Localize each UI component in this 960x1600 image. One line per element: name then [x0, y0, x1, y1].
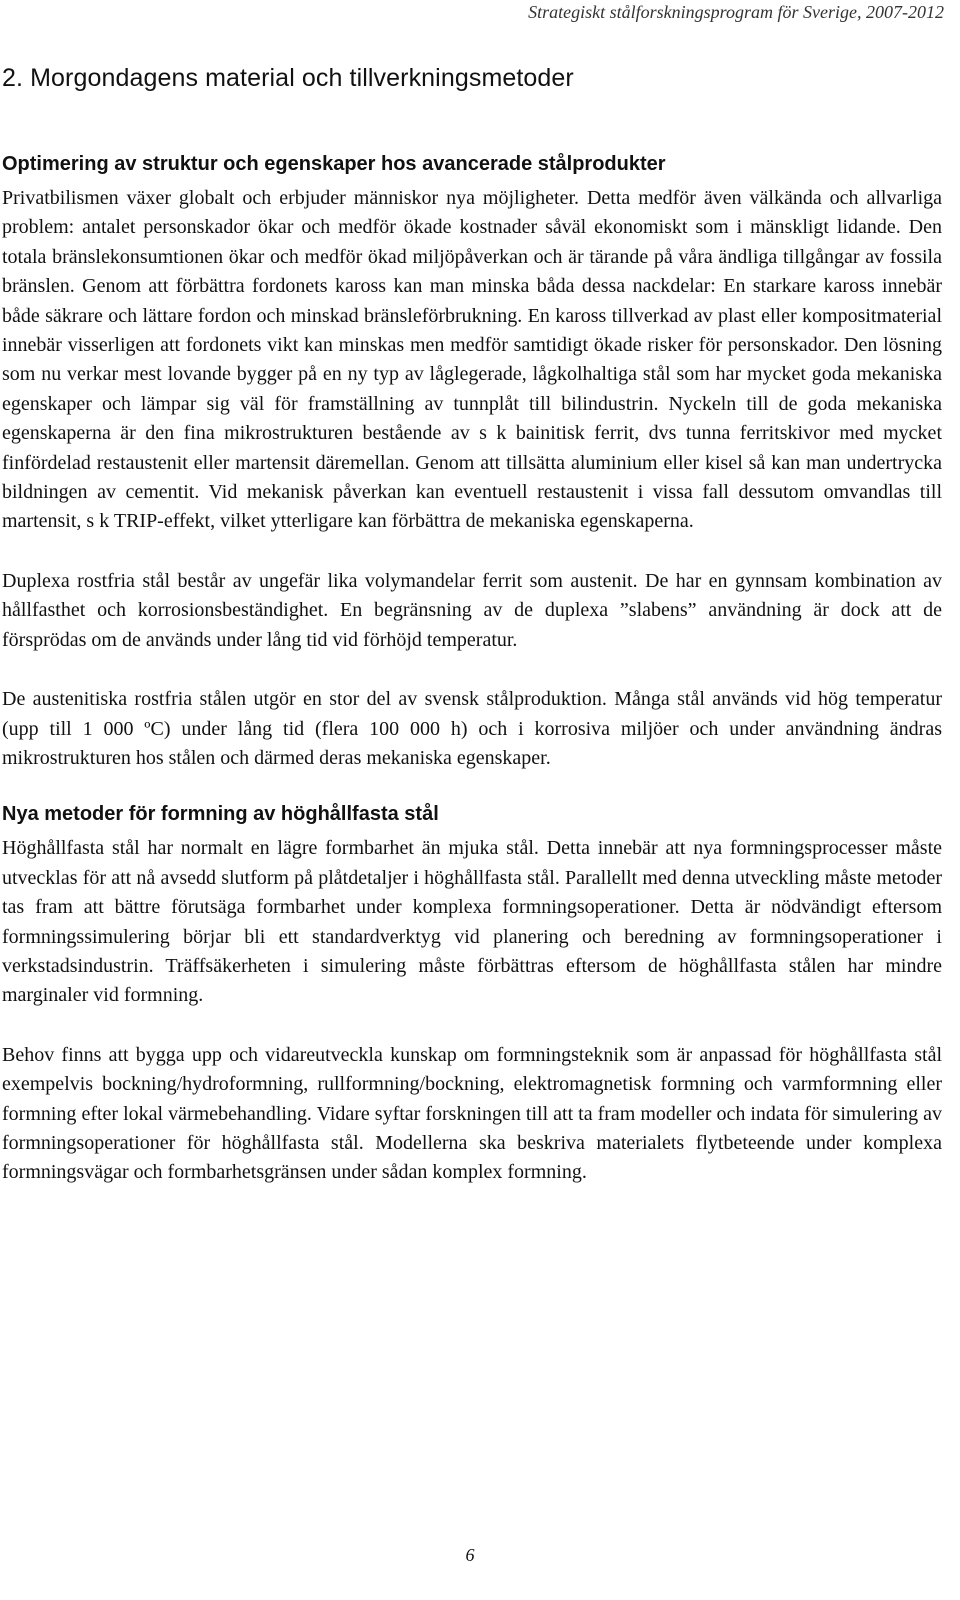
- page-number: 6: [465, 1545, 475, 1565]
- paragraph-austenitiska: De austenitiska rostfria stålen utgör en stor del av svensk stålproduktion. Många stål används vid hög temperatur (upp till 1 000 ºC) under lång tid (flera 100 000 h) och i korrosiva miljöer och under användning ändras mikrostrukturen hos stålen och därmed deras mekaniska egenskaper.: [2, 688, 942, 769]
- page-content: [2, 64, 942, 1218]
- paragraph-behov: Behov finns att bygga upp och vidareutveckla kunskap om formningsteknik som är anpassad för höghållfasta stål exempelvis bockning/hydroformning, rullformning/bockning, elektromagnetisk formning och varmformning eller formning efter lokal värmebehandling. Vidare syftar forskningen till att ta fram modeller och indata för simulering av formningsoperationer för höghållfasta stål. Modellerna ska beskriva materialets flytbeteende under komplexa formningsvägar och formbarhetsgränsen under sådan komplex formning.: [2, 1043, 942, 1184]
- section-heading-formning: Nya metoder för formning av höghållfasta stål: [2, 803, 439, 826]
- paragraph-hoghallfasta: Höghållfasta stål har normalt en lägre formbarhet än mjuka stål. Detta innebär att nya formningsprocesser måste utvecklas för att nå avsedd slutform på plåtdetaljer i höghållfasta stål. Parallellt med denna utveckling måste metoder tas fram att bättre förutsäga formbarhet under komplexa formningsoperationer. Detta är nödvändigt eftersom formningssimulering börjar bli ett standardverktyg vid planering och beredning av formningsoperationer i verkstadsindustrin. Träffsäkerheten i simulering måste förbättras eftersom de höghållfasta stålen har mindre marginaler vid formning.: [2, 837, 942, 1007]
- section-heading-optimering: Optimering av struktur och egenskaper hos avancerade stålprodukter: [2, 153, 666, 175]
- running-header: Strategiskt stålforskningsprogram för Sverige, 2007-2012: [528, 2, 944, 22]
- paragraph-duplexa: Duplexa rostfria stål består av ungefär lika volymandelar ferrit som austenit. De har en gynnsam kombination av hållfasthet och korrosionsbeständighet. En begränsning av de duplexa ”slabens” användning är dock att de försprödas om de används under lång tid vid förhöjd temperatur.: [2, 569, 942, 651]
- paragraph-privatbilismen: Privatbilismen växer globalt och erbjuder människor nya möjligheter. Detta medför även välkända och allvarliga problem: antalet personskador ökar och medför ökade kostnader såväl ekonomiskt som i mänskligt lidande. Den totala bränslekonsumtionen ökar och medför ökad miljöpåverkan och är tärande på våra ändliga tillgångar av fossila bränslen. Genom att förbättra fordonets kaross kan man minska båda dessa nackdelar: En starkare kaross innebär både säkrare och lättare fordon och minskad bränsleförbrukning. En kaross tillverkad av plast eller kompositmaterial innebär visserligen att fordonets vikt kan minskas men medför samtidigt ökade risker för personskador. Den lösning som nu verkar mest lovande bygger på en ny typ av låglegerade, lågkolhaltiga stål som har mycket goda mekaniska egenskaper och lämpar sig väl för framställning av tunnplåt till bilindustrin. Nyckeln till de goda mekaniska egenskaperna är den fina mikrostrukturen bestående av s k bainitisk ferrit, dvs tunna ferritskivor med mycket finfördelad restaustenit eller martensit däremellan. Genom att tillsätta aluminium eller kisel så kan man undertrycka bildningen av cementit. Vid mekanisk påverkan kan eventuell restaustenit i vissa fall dessutom omvandlas till martensit, s k TRIP-effekt, vilket ytterligare kan förbättra de mekaniska egenskaperna.: [2, 187, 942, 533]
- chapter-title: 2. Morgondagens material och tillverkningsmetoder: [2, 64, 574, 92]
